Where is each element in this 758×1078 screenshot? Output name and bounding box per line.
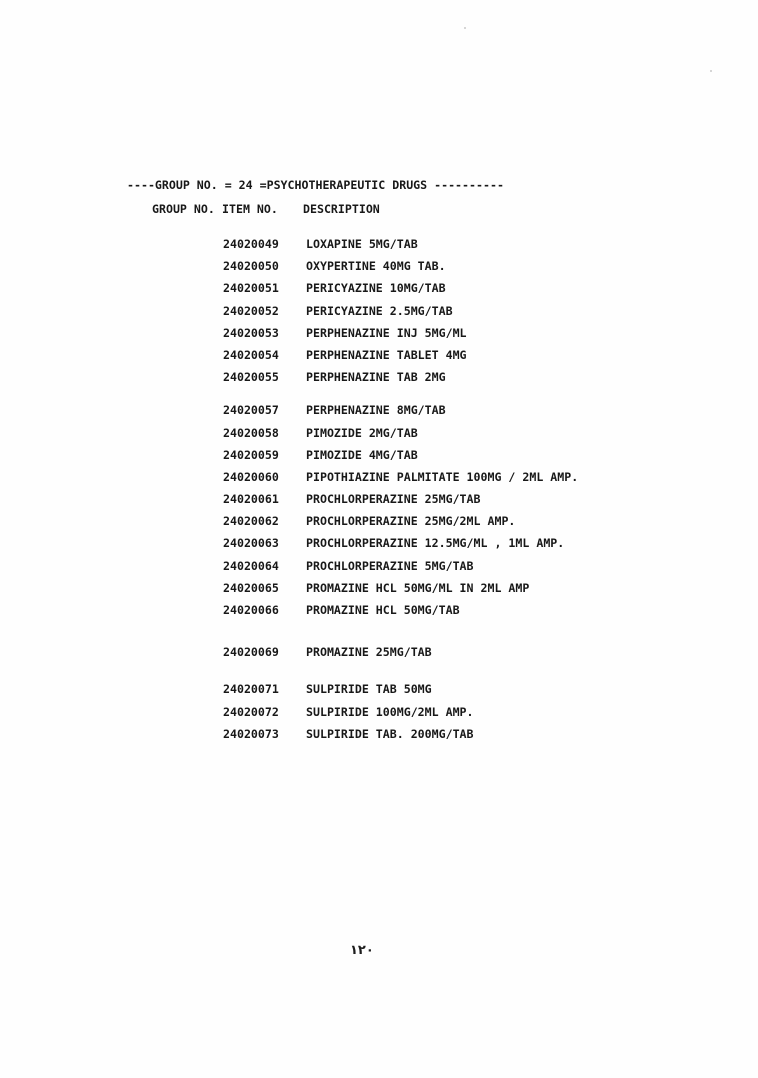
description-cell: SULPIRIDE 100MG/2ML AMP. <box>306 704 474 719</box>
item-no-cell: 24020072 <box>223 704 279 719</box>
item-no-cell: 24020066 <box>223 603 279 617</box>
table-row <box>0 237 758 259</box>
table-row <box>0 492 758 514</box>
item-no-cell: 24020063 <box>223 536 279 551</box>
table-row <box>0 514 758 536</box>
table-row <box>0 581 758 603</box>
scan-speck <box>710 70 712 72</box>
item-no-cell: 24020061 <box>223 492 279 507</box>
item-no-cell: 24020073 <box>223 726 279 741</box>
page-number: ١٢٠ <box>350 943 374 958</box>
item-group <box>0 403 758 625</box>
description-cell: PERPHENAZINE 8MG/TAB <box>306 403 446 418</box>
column-header-item-no: ITEM NO. <box>222 202 278 216</box>
table-row <box>0 559 758 581</box>
description-cell: SULPIRIDE TAB 50MG <box>306 682 432 697</box>
description-cell: PIPOTHIAZINE PALMITATE 100MG / 2ML AMP. <box>306 469 579 484</box>
item-no-cell: 24020050 <box>223 259 279 274</box>
table-row <box>0 403 758 425</box>
description-cell: SULPIRIDE TAB. 200MG/TAB <box>306 726 474 741</box>
table-row <box>0 348 758 370</box>
item-no-cell: 24020059 <box>223 447 279 462</box>
table-row <box>0 448 758 470</box>
item-no-cell: 24020055 <box>223 370 279 385</box>
description-cell: PERPHENAZINE INJ 5MG/ML <box>306 325 467 340</box>
item-no-cell: 24020049 <box>223 237 279 251</box>
column-header-group-no: GROUP NO. <box>152 202 215 216</box>
table-row <box>0 603 758 625</box>
table-row <box>0 470 758 492</box>
table-row <box>0 426 758 448</box>
table-row <box>0 259 758 281</box>
item-no-cell: 24020065 <box>223 580 279 595</box>
item-no-cell: 24020054 <box>223 347 279 362</box>
column-header-description: DESCRIPTION <box>303 202 380 216</box>
description-cell: PERPHENAZINE TABLET 4MG <box>306 347 467 362</box>
item-no-cell: 24020051 <box>223 281 279 296</box>
item-no-cell: 24020058 <box>223 425 279 440</box>
description-cell: PERICYAZINE 2.5MG/TAB <box>306 303 453 318</box>
column-headers <box>0 202 758 218</box>
scan-speck <box>464 27 466 29</box>
item-no-cell: 24020053 <box>223 325 279 340</box>
table-row <box>0 705 758 727</box>
item-no-cell: 24020064 <box>223 558 279 573</box>
table-row <box>0 281 758 303</box>
item-no-cell: 24020057 <box>223 403 279 418</box>
description-cell: PROCHLORPERAZINE 25MG/2ML AMP. <box>306 514 516 529</box>
description-cell: PROMAZINE HCL 50MG/TAB <box>306 603 460 617</box>
description-cell: PIMOZIDE 4MG/TAB <box>306 447 418 462</box>
table-row <box>0 682 758 704</box>
description-cell: PROCHLORPERAZINE 25MG/TAB <box>306 492 481 507</box>
table-row <box>0 326 758 348</box>
description-cell: PERICYAZINE 10MG/TAB <box>306 281 446 296</box>
table-row <box>0 304 758 326</box>
item-no-cell: 24020071 <box>223 682 279 697</box>
description-cell: PROMAZINE HCL 50MG/ML IN 2ML AMP <box>306 580 530 595</box>
description-cell: LOXAPINE 5MG/TAB <box>306 237 418 251</box>
description-cell: PROCHLORPERAZINE 5MG/TAB <box>306 558 474 573</box>
item-group <box>0 237 758 392</box>
item-no-cell: 24020069 <box>223 645 279 660</box>
group-heading: ----GROUP NO. = 24 =PSYCHOTHERAPEUTIC DRUGS ---------- <box>127 178 504 192</box>
description-cell: PERPHENAZINE TAB 2MG <box>306 370 446 385</box>
description-cell: PROMAZINE 25MG/TAB <box>306 645 432 660</box>
item-group <box>0 682 758 749</box>
item-group <box>0 645 758 667</box>
description-cell: OXYPERTINE 40MG TAB. <box>306 259 446 274</box>
table-row <box>0 645 758 667</box>
item-no-cell: 24020060 <box>223 469 279 484</box>
table-row <box>0 727 758 749</box>
item-list <box>0 237 758 749</box>
item-no-cell: 24020052 <box>223 303 279 318</box>
description-cell: PIMOZIDE 2MG/TAB <box>306 425 418 440</box>
description-cell: PROCHLORPERAZINE 12.5MG/ML , 1ML AMP. <box>306 536 565 551</box>
table-row <box>0 370 758 392</box>
item-no-cell: 24020062 <box>223 514 279 529</box>
table-row <box>0 536 758 558</box>
